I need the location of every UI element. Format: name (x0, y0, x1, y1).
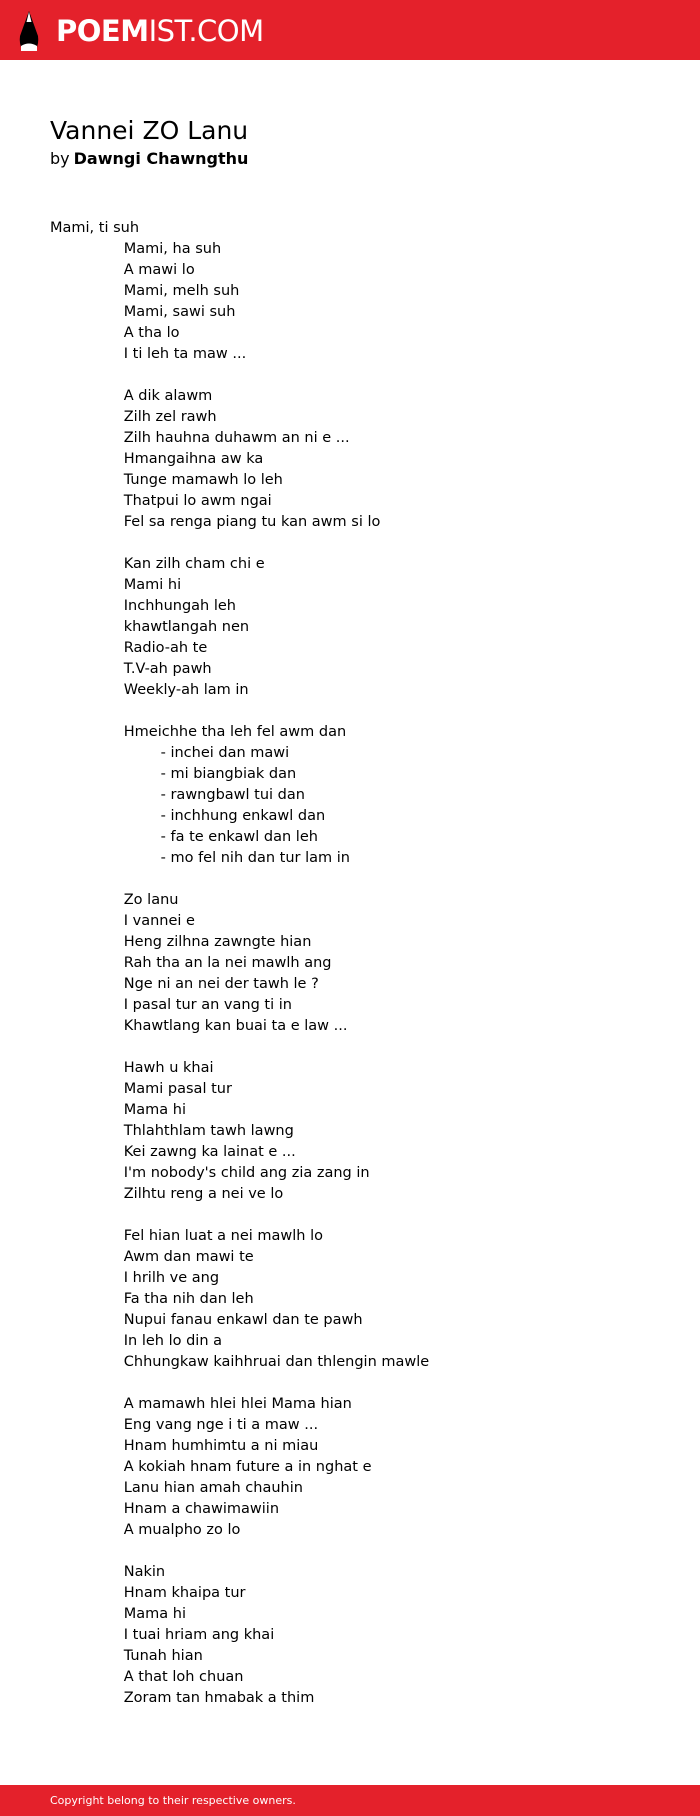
poem-line: A that loh chuan (50, 1669, 244, 1685)
poem-line: Mami, ti suh (50, 220, 140, 236)
poem-line: Weekly-ah lam in (50, 682, 249, 698)
pen-nib-icon (16, 10, 42, 52)
site-footer (0, 1785, 700, 1816)
poem-line: A kokiah hnam future a in nghat e (50, 1459, 372, 1475)
poem-line: Hnam khaipa tur (50, 1585, 246, 1601)
poem-line: I hrilh ve ang (50, 1270, 220, 1286)
poem-line: Mami, sawi suh (50, 304, 236, 320)
poem-line: Khawtlang kan buai ta e law ... (50, 1018, 348, 1034)
poem-line: Thatpui lo awm ngai (50, 493, 272, 509)
poem-line: I vannei e (50, 913, 195, 929)
poem-line: Mama hi (50, 1102, 186, 1118)
poem-line: T.V-ah pawh (50, 661, 212, 677)
poem-line: Mama hi (50, 1606, 186, 1622)
poem-line: Nakin (50, 1564, 166, 1580)
stanza-break (50, 365, 670, 386)
poem-line: A mawi lo (50, 262, 195, 278)
by-label: by (50, 149, 70, 168)
poem-line: Rah tha an la nei mawlh ang (50, 955, 332, 971)
stanza-break (50, 533, 670, 554)
poem-line: Tunge mamawh lo leh (50, 472, 283, 488)
poem-line: Nupui fanau enkawl dan te pawh (50, 1312, 363, 1328)
poem-line: Zilh hauhna duhawm an ni e ... (50, 430, 350, 446)
poem-line: Zo lanu (50, 892, 179, 908)
poem-line: Radio-ah te (50, 640, 208, 656)
site-logo[interactable] (16, 10, 264, 52)
byline (50, 148, 248, 170)
poem-line: Kan zilh cham chi e (50, 556, 265, 572)
poem-line: Heng zilhna zawngte hian (50, 934, 312, 950)
stanza-break (50, 1205, 670, 1226)
poem-line: I tuai hriam ang khai (50, 1627, 275, 1643)
poem-line: - inchei dan mawi (50, 745, 290, 761)
copyright-notice: Copyright belong to their respective owners. (50, 1794, 296, 1807)
poem-line: Hnam a chawimawiin (50, 1501, 280, 1517)
poem-line: Lanu hian amah chauhin (50, 1480, 303, 1496)
stanza-break (50, 1373, 670, 1394)
poem-line: Kei zawng ka lainat e ... (50, 1144, 296, 1160)
poem-line: A mamawh hlei hlei Mama hian (50, 1396, 352, 1412)
logo-wordmark-light: IST.COM (148, 14, 264, 48)
poem-line: - mo fel nih dan tur lam in (50, 850, 350, 866)
poem-line: A mualpho zo lo (50, 1522, 241, 1538)
poem-line: - rawngbawl tui dan (50, 787, 305, 803)
poem-line: Mami, ha suh (50, 241, 222, 257)
poem-line: I pasal tur an vang ti in (50, 997, 292, 1013)
poem-line: Inchhungah leh (50, 598, 236, 614)
poem-line: Hmeichhe tha leh fel awm dan (50, 724, 347, 740)
stanza-break (50, 869, 670, 890)
poem-line: Tunah hian (50, 1648, 203, 1664)
poem-line: Mami, melh suh (50, 283, 240, 299)
poem-line: - fa te enkawl dan leh (50, 829, 318, 845)
logo-wordmark (56, 10, 264, 52)
poem-line: Mami pasal tur (50, 1081, 232, 1097)
poem-line: Fel sa renga piang tu kan awm si lo (50, 514, 381, 530)
poem-line: - inchhung enkawl dan (50, 808, 326, 824)
poem-line: In leh lo din a (50, 1333, 223, 1349)
poem-line: Hnam humhimtu a ni miau (50, 1438, 319, 1454)
poem-line: Mami hi (50, 577, 182, 593)
poem-line: Eng vang nge i ti a maw ... (50, 1417, 319, 1433)
poem-line: Zilh zel rawh (50, 409, 217, 425)
stanza-break (50, 701, 670, 722)
stanza-break (50, 1541, 670, 1562)
poem-line: I'm nobody's child ang zia zang in (50, 1165, 370, 1181)
poem-line: - mi biangbiak dan (50, 766, 297, 782)
poem-line: Zilhtu reng a nei ve lo (50, 1186, 284, 1202)
poem-line: Awm dan mawi te (50, 1249, 254, 1265)
poem-line: I ti leh ta maw ... (50, 346, 247, 362)
poem-title: Vannei ZO Lanu (50, 116, 249, 145)
poem-line: Fel hian luat a nei mawlh lo (50, 1228, 323, 1244)
poem-body (50, 218, 670, 1709)
poem-line: Thlahthlam tawh lawng (50, 1123, 294, 1139)
logo-wordmark-bold: POEM (56, 14, 149, 48)
poem-line: Hawh u khai (50, 1060, 214, 1076)
poem-line: A tha lo (50, 325, 180, 341)
poem-line: khawtlangah nen (50, 619, 250, 635)
poem-line: A dik alawm (50, 388, 213, 404)
poem-line: Zoram tan hmabak a thim (50, 1690, 315, 1706)
poem-line: Nge ni an nei der tawh le ? (50, 976, 319, 992)
stanza-break (50, 1037, 670, 1058)
poem-line: Chhungkaw kaihhruai dan thlengin mawle (50, 1354, 430, 1370)
poem-line: Fa tha nih dan leh (50, 1291, 254, 1307)
author-name: Dawngi Chawngthu (73, 149, 249, 168)
site-header (0, 0, 700, 60)
poem-line: Hmangaihna aw ka (50, 451, 264, 467)
